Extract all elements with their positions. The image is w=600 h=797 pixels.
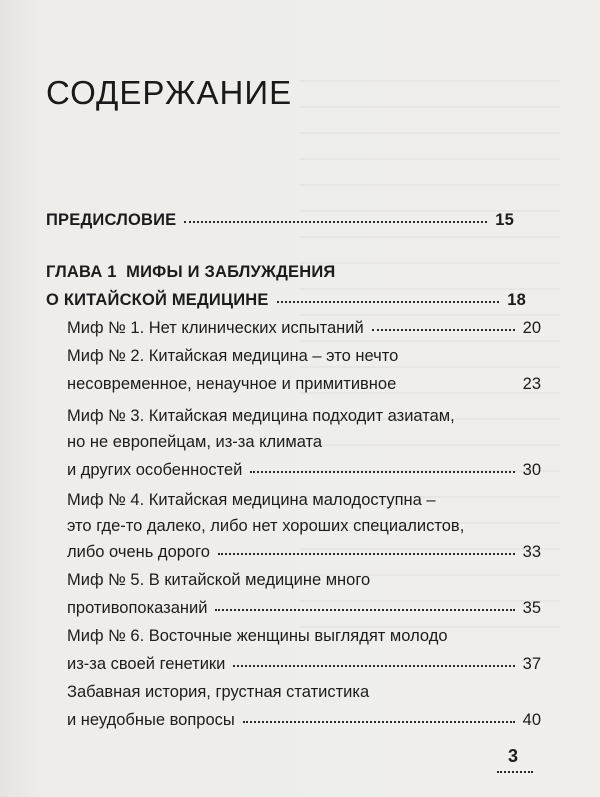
- toc-entry-title: несовременное, ненаучное и примитивное: [67, 375, 397, 393]
- toc-entry-chapter-1[interactable]: [46, 282, 526, 310]
- dot-leader: [184, 221, 487, 223]
- toc-entry-myth-6-line: [67, 618, 541, 646]
- toc-entry-myth-4-line: [67, 482, 541, 510]
- toc-entry-title: но не европейцам, из-за климата: [67, 433, 323, 451]
- toc-entry-title: Миф № 3. Китайская медицина подходит азиатам,: [67, 407, 455, 425]
- toc-entry-page: 23: [522, 375, 541, 393]
- toc-entry-title: Миф № 6. Восточные женщины выглядят молодо: [67, 627, 448, 645]
- page-number: 3: [508, 746, 519, 766]
- toc-entry-title: из-за своей генетики: [67, 655, 226, 673]
- toc-entry-title: это где-то далеко, либо нет хороших специалистов,: [67, 517, 465, 535]
- dot-leader: [372, 329, 515, 331]
- toc-entry-title: либо очень дорого: [67, 543, 210, 561]
- toc-entry-title: ПРЕДИСЛОВИЕ: [46, 211, 177, 229]
- toc-entry-title: противопоказаний: [67, 599, 208, 617]
- toc-chapter-heading[interactable]: [46, 254, 514, 282]
- toc-entry-myth-1[interactable]: [67, 310, 541, 338]
- toc-entry-myth-4[interactable]: [67, 534, 541, 562]
- toc-entry-page: 15: [495, 211, 514, 229]
- dot-leader: [215, 609, 514, 611]
- page-number-dots: [497, 771, 533, 773]
- toc-heading: СОДЕРЖАНИЕ: [46, 74, 293, 111]
- toc-entry-myth-5-line: [67, 562, 541, 590]
- dot-leader: [233, 665, 514, 667]
- toc-entry-myth-6[interactable]: [67, 646, 541, 674]
- toc-entry-page: 20: [522, 319, 541, 337]
- toc-entry-page: 35: [522, 599, 541, 617]
- dot-leader: [218, 553, 515, 555]
- toc-entry-page: 37: [522, 655, 541, 673]
- toc-entry-title: Миф № 5. В китайской медицине много: [67, 571, 371, 589]
- toc-entry-title: ГЛАВА 1 МИФЫ И ЗАБЛУЖДЕНИЯ: [46, 263, 336, 281]
- toc-entry-title: Миф № 1. Нет клинических испытаний: [67, 319, 364, 337]
- toc-entry-title: Миф № 2. Китайская медицина – это нечто: [67, 347, 399, 365]
- toc-entry-page: 40: [522, 711, 541, 729]
- toc-entry-myth-2[interactable]: [67, 366, 541, 394]
- toc-entry-myth-5[interactable]: [67, 590, 541, 618]
- toc-entry-myth-4-line: [67, 508, 541, 536]
- toc-entry-myth-3-line: [67, 424, 541, 452]
- toc-entry-title: Забавная история, грустная статистика: [67, 683, 370, 701]
- toc-entry-page: 30: [522, 461, 541, 479]
- toc-entry-preface[interactable]: [46, 202, 514, 230]
- toc-entry-page: 18: [507, 291, 526, 309]
- toc-entry-myth-3[interactable]: [67, 452, 541, 480]
- toc-entry-page: 33: [522, 543, 541, 561]
- dot-leader: [277, 301, 500, 303]
- dot-leader: [243, 721, 515, 723]
- toc-entry-myth-2-line: [67, 338, 541, 366]
- dot-leader: [250, 471, 514, 473]
- toc-entry-title: и других особенностей: [67, 461, 243, 479]
- toc-entry-story-line: [67, 674, 541, 702]
- toc-entry-title: О КИТАЙСКОЙ МЕДИЦИНЕ: [46, 291, 269, 309]
- toc-entry-title: и неудобные вопросы: [67, 711, 235, 729]
- toc-entry-myth-3-line: [67, 398, 541, 426]
- toc-entry-title: Миф № 4. Китайская медицина малодоступна –: [67, 491, 436, 509]
- toc-entry-story[interactable]: [67, 702, 541, 730]
